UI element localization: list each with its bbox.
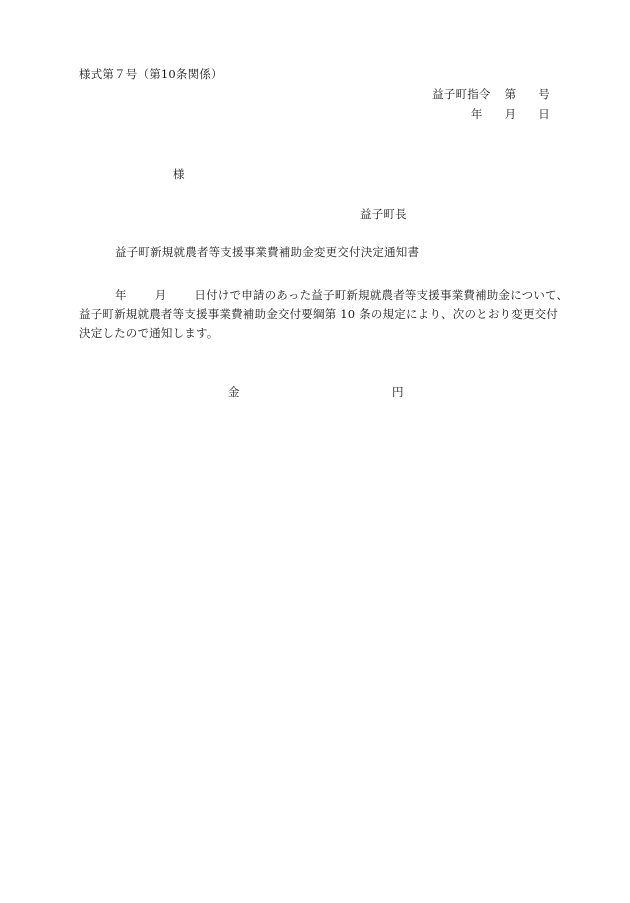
issuer-name: 益子町長	[360, 207, 407, 221]
date-month: 月	[504, 107, 517, 121]
directive-label: 益子町指令	[432, 87, 491, 101]
body-year: 年	[115, 288, 127, 302]
directive-number	[432, 86, 550, 102]
issue-date	[471, 106, 550, 122]
body-line-3: 決定したので通知します。	[79, 326, 219, 340]
amount-unit: 円	[392, 385, 404, 399]
directive-go: 号	[538, 87, 550, 101]
document-title: 益子町新規就農者等支援事業費補助金変更交付決定通知書	[115, 245, 420, 259]
body-line-1	[115, 287, 568, 303]
body-line1-rest: 日付けで申請のあった益子町新規就農者等支援事業費補助金について、	[194, 288, 569, 302]
amount-label: 金	[228, 385, 240, 399]
date-year: 年	[470, 107, 483, 121]
body-line-2: 益子町新規就農者等支援事業費補助金交付要綱第 10 条の規定により、次のとおり変更交付	[79, 307, 559, 321]
body-month: 月	[154, 288, 167, 302]
recipient-honorific: 様	[173, 167, 185, 181]
form-number: 様式第７号（第10条関係）	[79, 67, 223, 81]
directive-dai: 第	[504, 87, 517, 101]
date-day: 日	[538, 107, 550, 121]
